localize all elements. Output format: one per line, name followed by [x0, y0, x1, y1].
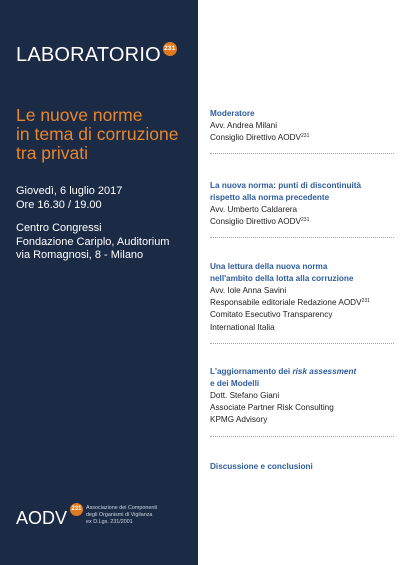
- logo-badge: 231: [163, 42, 177, 56]
- section-divider: [210, 237, 394, 238]
- section-heading: nell'ambito della lotta alla corruzione: [210, 274, 354, 283]
- section-heading: Moderatore: [210, 109, 255, 118]
- aodv-desc-line: ex D.Lgs. 231/2001: [86, 519, 133, 525]
- heading-italic: risk assessment: [292, 367, 357, 376]
- speaker-name: Avv. Umberto Caldarera: [210, 205, 298, 214]
- heading-part: L'aggiornamento dei: [210, 367, 293, 376]
- section-heading: e dei Modelli: [210, 379, 260, 388]
- aodv-description: [86, 505, 157, 526]
- event-datetime: [16, 185, 122, 212]
- aodv-logo-badge: 231: [70, 503, 83, 516]
- aodv-desc-line: degli Organismi di Vigilanza: [86, 512, 153, 518]
- speaker-role: Responsabile editoriale Redazione AODV$^{231}$: [210, 298, 370, 308]
- speaker-role: Comitato Esecutivo Transparency: [210, 310, 333, 320]
- event-venue: [16, 222, 169, 263]
- venue-line: via Romagnosi, 8 - Milano: [16, 249, 144, 261]
- aodv-desc-line: Associazione dei Componenti: [86, 505, 158, 511]
- event-date: Giovedì, 6 luglio 2017: [16, 185, 123, 197]
- aodv-logo: [16, 503, 196, 543]
- aodv-logo-text: AODV: [16, 508, 68, 528]
- speaker-name: Avv. Andrea Milani: [210, 121, 278, 130]
- speaker-role: International Italia: [210, 322, 275, 332]
- speaker-name: Avv. Iole Anna Savini: [210, 286, 287, 295]
- section-divider: [210, 436, 394, 437]
- program-section-4: [210, 461, 396, 473]
- section-heading: La nuova norma: punti di discontinuità: [210, 181, 362, 190]
- program-section-3: [210, 366, 396, 437]
- title-line: in tema di corruzione: [16, 124, 179, 144]
- speaker-role: Consiglio Direttivo AODV$^{231}$: [210, 217, 310, 227]
- event-time: Ore 16.30 / 19.00: [16, 198, 102, 211]
- program-section-moderator: [210, 108, 396, 154]
- section-heading: Discussione e conclusioni: [210, 462, 313, 471]
- section-heading: rispetto alla norma precedente: [210, 193, 330, 202]
- program-section-1: [210, 180, 396, 238]
- logo-text: LABORATORIO: [16, 44, 161, 66]
- section-divider: [210, 153, 394, 154]
- left-panel: [0, 0, 198, 565]
- speaker-role: Associate Partner Risk Consulting: [210, 403, 334, 413]
- section-heading: [210, 366, 396, 378]
- laboratorio-logo: [16, 42, 177, 68]
- speaker-role: KPMG Advisory: [210, 415, 268, 425]
- speaker-name: Dott. Stefano Giani: [210, 391, 280, 400]
- program-section-2: [210, 261, 396, 344]
- section-heading: Una lettura della nuova norma: [210, 262, 328, 271]
- venue-line: Fondazione Cariplo, Auditorium: [16, 235, 170, 248]
- venue-line: Centro Congressi: [16, 222, 102, 234]
- speaker-role: Consiglio Direttivo AODV$^{231}$: [210, 133, 310, 143]
- event-title: [16, 106, 194, 163]
- title-line: tra privati: [16, 143, 88, 163]
- title-line: Le nuove norme: [16, 105, 143, 125]
- section-divider: [210, 343, 394, 344]
